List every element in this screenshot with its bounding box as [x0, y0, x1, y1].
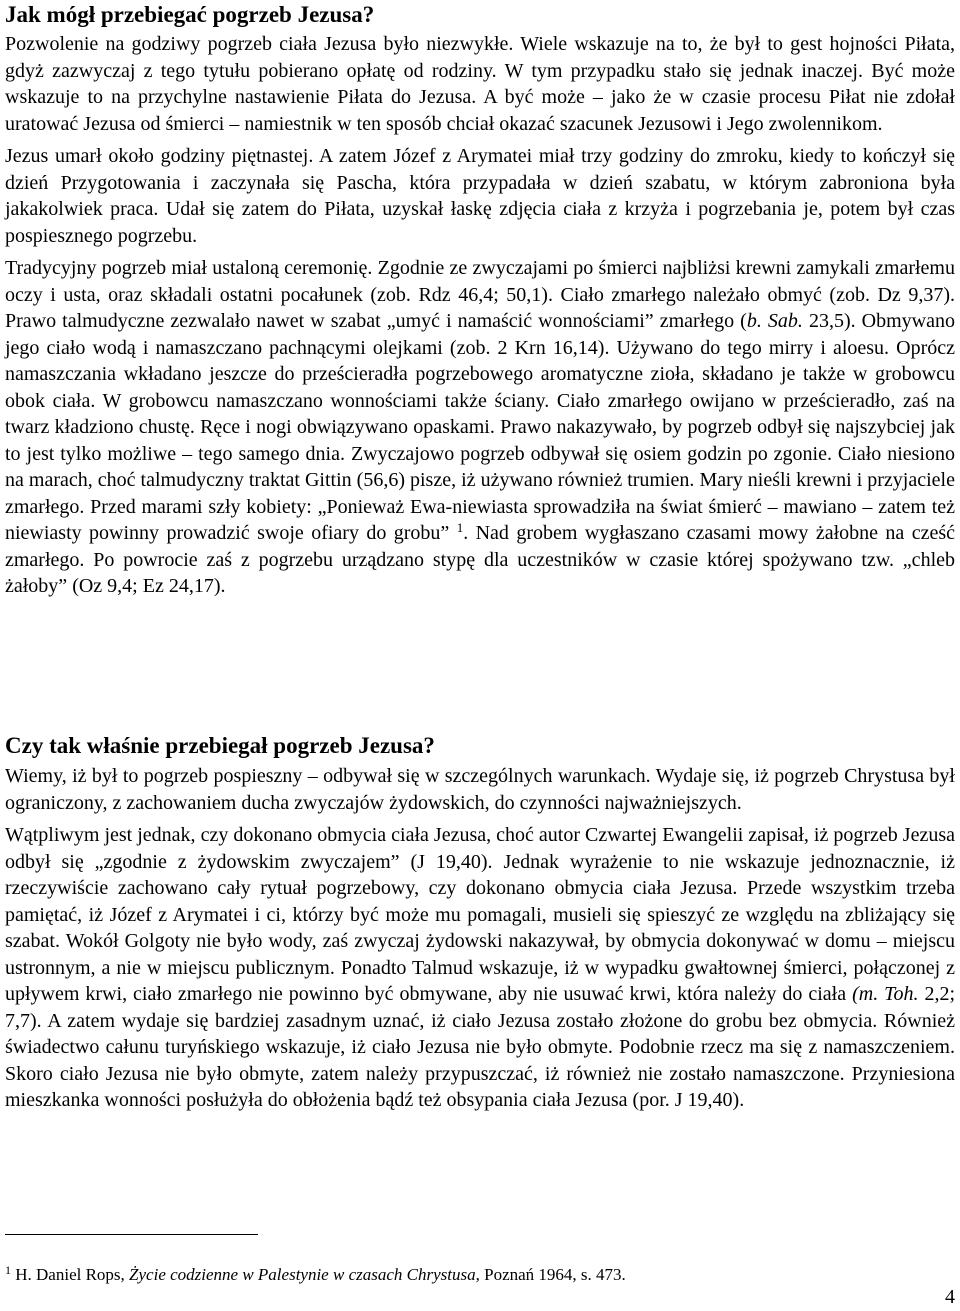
italic-citation: b. Sab. — [746, 310, 803, 332]
footnote — [5, 1264, 955, 1286]
footnote-separator — [5, 1234, 258, 1235]
footnote-reference[interactable]: 1 — [456, 520, 464, 535]
section-body-2 — [5, 763, 955, 1120]
text-run: . Nad grobem wygłaszano czasami mowy żałobne na cześć zmarłego. Po powrocie zaś z pogrzebu urządzano stypę dla uczestników w czasie której spożywano tzw. „chleb żałoby” (Oz 9,4; Ez 24,17). — [5, 522, 955, 597]
paragraph: Wiemy, iż był to pogrzeb pospieszny – odbywał się w szczególnych warunkach. Wydaje się, iż pogrzeb Chrystusa był ograniczony, z zachowaniem ducha zwyczajów żydowskich, do czynności najważniejszych. — [5, 765, 955, 814]
text-run: Wątpliwym jest jednak, czy dokonano obmycia ciała Jezusa, choć autor Czwartej Ewangelii zapisał, iż pogrzeb Jezusa odbył się „zgodnie z żydowskim zwyczajem” (J 19,40). Jednak wyrażenie to nie wskazuje jednoznacznie, iż rzeczywiście zachowano cały rytuał pogrzebowy, czy dokonano obmycia ciała Jezusa. Przede wszystkim trzeba pamiętać, iż Józef z Arymatei i ci, którzy być może mu pomagali, musieli się spieszyć ze względu na zbliżający się szabat. Wokół Golgoty nie było wody, zaś zwyczaj żydowski nakazywał, by obmycia dokonywać w domu – miejscu ustronnym, a nie w miejscu publicznym. Ponadto Talmud wskazuje, iż w wypadku gwałtownej śmierci, połączonej z upływem krwi, ciało zmarłego nie powinno być obmywane, aby nie usuwać krwi, która należy do ciała — [5, 824, 955, 1005]
paragraph — [5, 822, 955, 1114]
italic-citation: (m. Toh. — [852, 983, 919, 1005]
paragraph: Jezus umarł około godziny piętnastej. A zatem Józef z Arymatei miał trzy godziny do zmroku, kiedy to kończył się dzień Przygotowania i zaczynała się Pascha, która przypadała w dzień szabatu, w którym zabroniona była jakakolwiek praca. Udał się zatem do Piłata, uzyskał łaskę zdjęcia ciała z krzyża i pogrzebania je, potem był czas pospiesznego pogrzebu. — [5, 145, 955, 247]
section-body-1 — [5, 31, 955, 606]
footnote-text: H. Daniel Rops, — [11, 1265, 130, 1284]
paragraph — [5, 255, 955, 600]
text-run: 2,2; 7,7). A zatem wydaje się bardziej zasadnym uznać, iż ciało Jezusa zostało złożone do grobu bez obmycia. Również świadectwo całunu turyńskiego wskazuje, iż ciało Jezusa nie było obmyte. Podobnie rzecz ma się z namaszczeniem. Skoro ciało Jezusa nie było obmyte, zatem należy przypuszczać, iż również nie zostało namaszczone. Przyniesiona mieszkanka wonności posłużyła do obłożenia bądź też obsypania ciała Jezusa (por. J 19,40). — [5, 983, 956, 1111]
footnote-text: , Poznań 1964, s. 473. — [475, 1265, 626, 1284]
footnote-book-title: Życie codzienne w Palestynie w czasach Chrystusa — [129, 1265, 476, 1284]
page-number: 4 — [945, 1286, 955, 1308]
text-run: 23,5). Obmywano jego ciało wodą i namaszczano pachnącymi olejkami (zob. 2 Krn 16,14). Używano do tego mirry i aloesu. Oprócz namaszczania wkładano jeszcze do prześcieradła pogrzebowego aromatyczne zioła, składano je także w grobowcu obok ciała. W grobowcu namaszczano wonnościami także ściany. Ciało zmarłego owijano w prześcieradło, zaś na twarz kładziono chustę. Ręce i nogi obwiązywano opaskami. Prawo nakazywało, by pogrzeb odbył się najszybciej jak to jest tylko możliwe – tego samego dnia. Zwyczajowo pogrzeb odbywał się osiem godzin po zgonie. Ciało niesiono na marach, choć talmudyczny traktat Gittin (56,6) pisze, iż używano również trumien. Mary nieśli krewni i przyjaciele zmarłego. Przed marami szły kobiety: „Ponieważ Ewa-niewiasta sprowadziła na świat śmierć – mawiano – zatem też niewiasty powinny prowadzić swoje ofiary do grobu” — [5, 310, 955, 544]
footnote-marker: 1 — [5, 1263, 11, 1277]
paragraph: Pozwolenie na godziwy pogrzeb ciała Jezusa było niezwykłe. Wiele wskazuje na to, że był to gest hojności Piłata, gdyż zazwyczaj z tego tytułu pobierano opłatę od rodziny. W tym przypadku stało się jednak inaczej. Być może wskazuje to na przychylne nastawienie Piłata do Jezusa. A być może – jako że w czasie procesu Piłat nie zdołał uratować Jezusa od śmierci – namiestnik w ten sposób chciał okazać szacunek Jezusowi i Jego zwolennikom. — [5, 33, 955, 135]
section-heading-1: Jak mógł przebiegać pogrzeb Jezusa? — [5, 2, 375, 27]
section-heading-2: Czy tak właśnie przebiegał pogrzeb Jezusa? — [5, 733, 435, 758]
text-run: Tradycyjny pogrzeb miał ustaloną ceremonię. Zgodnie ze zwyczajami po śmierci najbliżsi krewni zamykali zmarłemu oczy i usta, oraz składali ostatni pocałunek (zob. Rdz 46,4; 50,1). Ciało zmarłego należało obmyć (zob. Dz 9,37). Prawo talmudyczne zezwalało nawet w szabat „umyć i namaścić wonnościami” zmarłego ( — [5, 257, 955, 332]
